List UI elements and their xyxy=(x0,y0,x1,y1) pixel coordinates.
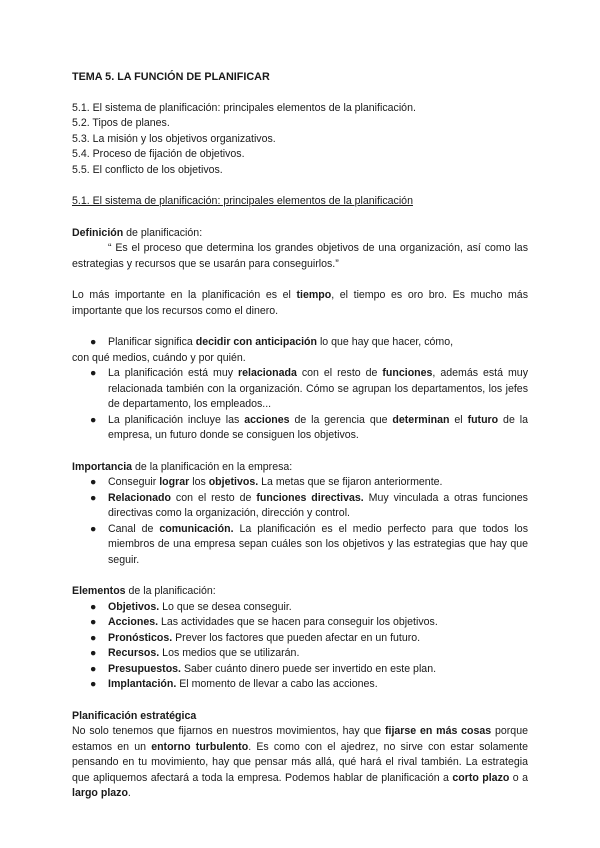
text: La planificación está muy xyxy=(108,367,238,379)
list-item xyxy=(72,413,528,444)
importance-label-rest: de la planificación en la empresa: xyxy=(132,460,293,473)
list-item xyxy=(72,631,528,647)
text: La planificación es el medio perfecto para que todos los miembros de una empresa sepan cuáles son los objetivos y las estrategias que hay que seguir. xyxy=(108,522,528,566)
bullet-icon: ● xyxy=(90,678,97,690)
elements-label-rest: de la planificación: xyxy=(125,585,216,597)
bullet-icon: ● xyxy=(90,616,97,628)
bullet-icon: ● xyxy=(90,647,97,659)
bold-text: fijarse en más cosas xyxy=(384,725,492,737)
text: . xyxy=(127,787,131,799)
definition-heading xyxy=(72,226,528,242)
text: No solo tenemos que fijarnos en nuestros movimientos, hay que xyxy=(72,725,385,737)
bold-text: decidir con anticipación xyxy=(195,336,317,348)
element-term: Presupuestos. xyxy=(108,662,182,675)
text: de la gerencia que xyxy=(289,413,393,426)
bullet-icon: ● xyxy=(90,631,97,644)
list-item xyxy=(72,662,528,678)
bullet-icon: ● xyxy=(90,600,97,613)
element-term: Pronósticos. xyxy=(108,631,173,644)
list-item xyxy=(72,366,528,413)
bold-text: determinan xyxy=(392,413,450,426)
section-heading: 5.1. El sistema de planificación: principales elementos de la planificación xyxy=(72,195,413,207)
bullet-icon: ● xyxy=(90,336,97,348)
definition-quote: “ Es el proceso que determina los grandes objetivos de una organización, así como las estrategias y recursos que se usarán para conseguirlos.” xyxy=(72,242,528,270)
list-item-continuation: con qué medios, cuándo y por quién. xyxy=(72,351,246,364)
page-title: TEMA 5. LA FUNCIÓN DE PLANIFICAR xyxy=(72,71,270,83)
bullet-icon: ● xyxy=(90,522,97,535)
intro-bold: tiempo xyxy=(296,289,332,301)
toc-item: 5.3. La misión y los objetivos organizativos. xyxy=(72,132,276,145)
bullet-icon: ● xyxy=(90,367,97,379)
strategic-paragraph xyxy=(72,724,528,802)
bold-text: futuro xyxy=(467,413,499,426)
importance-label: Importancia xyxy=(72,460,133,473)
bold-text: corto plazo xyxy=(452,771,510,784)
bold-text: funciones directivas. xyxy=(256,491,364,504)
bold-text: funciones xyxy=(382,367,433,379)
elements-bullets xyxy=(72,600,528,693)
list-item xyxy=(72,491,528,522)
text: con el resto de xyxy=(296,367,383,379)
text: porque estamos en un xyxy=(72,725,528,753)
importance-heading xyxy=(72,460,528,476)
bullet-icon: ● xyxy=(90,476,97,488)
bold-text: comunicación. xyxy=(159,522,234,535)
element-text: Los medios que se utilizarán. xyxy=(159,647,300,659)
document-content xyxy=(72,70,528,802)
toc-item: 5.1. El sistema de planificación: principales elementos de la planificación. xyxy=(72,101,416,114)
text: Conseguir xyxy=(108,476,160,488)
list-item xyxy=(72,522,528,569)
text: el xyxy=(449,413,468,426)
toc-item: 5.5. El conflicto de los objetivos. xyxy=(72,163,223,176)
text: o a xyxy=(509,771,528,784)
bold-text: lograr xyxy=(159,476,190,488)
toc-item: 5.4. Proceso de fijación de objetivos. xyxy=(72,148,245,160)
intro-text: , el tiempo es oro bro. Es mucho más importante que los recursos como el dinero. xyxy=(72,289,528,317)
list-item xyxy=(72,335,528,351)
bold-text: entorno turbulento xyxy=(151,740,249,753)
importance-bullets xyxy=(72,475,528,568)
element-term: Acciones. xyxy=(108,616,159,628)
text: lo que hay que hacer, cómo, xyxy=(317,336,454,348)
element-text: Lo que se desea conseguir. xyxy=(159,600,292,613)
list-item xyxy=(72,600,528,616)
list-item xyxy=(72,677,528,693)
bullet-icon: ● xyxy=(90,491,97,504)
text: con el resto de xyxy=(171,491,257,504)
planning-bullets-cont xyxy=(72,366,528,444)
text: , además está muy relacionada también con la organización. Cómo se agrupan los departamentos, los jefes de departamento, los empleados... xyxy=(108,367,528,410)
element-text: Saber cuánto dinero puede ser invertido en este plan. xyxy=(181,662,437,675)
bold-text: largo plazo xyxy=(72,787,128,799)
list-item xyxy=(72,615,528,631)
text: . Es como con el ajedrez, no sirve con estar solamente pensando en tu movimiento, hay que pensar más allá, qué hará el rival también. La estrategia que apliquemos afectará a toda la empresa. Podemos hablar de planificación a xyxy=(72,740,528,784)
intro-paragraph xyxy=(72,288,528,319)
elements-label: Elementos xyxy=(72,585,126,597)
element-term: Objetivos. xyxy=(108,600,160,613)
intro-text: Lo más importante en la planificación es el xyxy=(72,289,297,301)
toc-item: 5.2. Tipos de planes. xyxy=(72,117,170,129)
element-text: Las actividades que se hacen para conseguir los objetivos. xyxy=(158,616,438,628)
definition-label-rest: de planificación: xyxy=(123,226,203,239)
bold-text: acciones xyxy=(244,413,290,426)
text: los xyxy=(189,476,209,488)
text: Planificar significa xyxy=(108,336,196,348)
table-of-contents xyxy=(72,101,528,179)
text: Muy vinculada a otras funciones directivas como la organización, dirección y control. xyxy=(108,491,528,519)
bold-text: relacionada xyxy=(238,367,297,379)
bullet-icon: ● xyxy=(90,662,97,675)
elements-heading xyxy=(72,584,528,600)
element-text: Prever los factores que pueden afectar en un futuro. xyxy=(172,631,421,644)
list-item xyxy=(72,475,528,491)
text: Canal de xyxy=(108,522,160,535)
text: La planificación incluye las xyxy=(108,413,245,426)
element-term: Recursos. xyxy=(108,647,160,659)
bullet-icon: ● xyxy=(90,413,97,426)
element-term: Implantación. xyxy=(108,678,177,690)
text: de la empresa, un futuro donde se consiguen los objetivos. xyxy=(108,413,528,441)
bold-text: objetivos. xyxy=(208,476,259,488)
strategic-heading: Planificación estratégica xyxy=(72,709,197,722)
bold-text: Relacionado xyxy=(108,491,171,504)
element-text: El momento de llevar a cabo las acciones. xyxy=(176,678,378,690)
list-item xyxy=(72,646,528,662)
definition-label: Definición xyxy=(72,226,124,239)
planning-bullets xyxy=(72,335,528,351)
text: La metas que se fijaron anteriormente. xyxy=(258,476,443,488)
